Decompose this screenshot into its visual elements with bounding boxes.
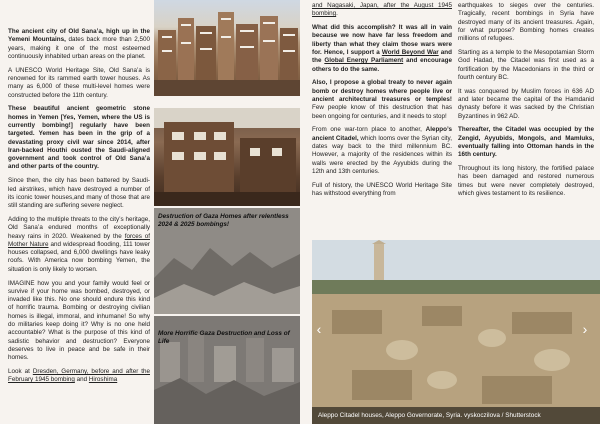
global-energy-parliament-link[interactable]: Global Energy Parliament xyxy=(324,57,404,65)
gaza-caption-2: More Horrific Gaza Destruction and Loss of Life xyxy=(158,330,290,345)
yemen-tower-house-photo xyxy=(154,108,300,206)
left-paragraph-6: IMAGINE how you and your family would feel or survive if your home was bombed, destroyed, or invaded like this. No one should endure this kind of horrific trauma. Bombing or destroying civilian homes is illegal, immoral, and inhumane! So why do militaries keep doing it? Why is no one held accountable? What is the purpose of this kind of sadistic behavior and destruction? Everyone deserves to live in peace and be safe in their homes. xyxy=(8,279,150,362)
middle-paragraph-3: Also, I propose a global treaty to never again bomb or destroy homes where people live or ancient architectural treasures or temples! Few people know of this destruction that has been ongoing for centuries, and it needs to stop! xyxy=(312,79,452,120)
aleppo-illustration xyxy=(312,240,600,424)
right-paragraph-3: It was conquered by Muslim forces in 636 AD and later became the capital of the Hamdanid dynasty before it was sacked by the Christian Byzantines in 962 AD. xyxy=(458,87,594,120)
left-paragraph-5: Adding to the multiple threats to the city’s heritage, Old Sana’a endured months of exceptionally heavy rains in 2020. Weakened by the forces of Mother Nature and widespread flooding, 111 tower houses collapsed, and 6,000 dwellings have leaky roofs. With America now bombing Yemen, the situation is only likely to worsen. xyxy=(8,215,150,273)
left-paragraph-7: Look at Dresden, Germany, before and after the February 1945 bombing and Hiroshima xyxy=(8,367,150,384)
right-paragraph-2: Starting as a temple to the Mesopotamian Storm God Hadad, the Citadel was first used as a fortification by the Macedonians in the third or fourth century BC. xyxy=(458,48,594,81)
gaza-caption-1: Destruction of Gaza Homes after relentless 2024 & 2025 bombings! xyxy=(158,213,289,228)
dresden-link[interactable]: Dresden, Germany, before and after the February 1945 bombing xyxy=(8,367,150,384)
middle-paragraph-4: From one war-torn place to another, Aleppo’s ancient Citadel, which looms over the Syrian city, dates way back to the third millennium BC. However, a majority of the residences within its walls were erected by the Ayyubids during the 12th and 13th centuries. xyxy=(312,126,452,175)
right-text-column xyxy=(458,0,594,204)
world-beyond-war-link[interactable]: World Beyond War xyxy=(381,48,439,56)
aleppo-caption: Aleppo Citadel houses, Aleppo Governorate, Syria. vyskoczilova / Shutterstock xyxy=(312,407,600,424)
right-paragraph-4: Thereafter, the Citadel was occupied by the Zengid, Ayyubids, Mongols, and Mamluks, eventually falling into Ottoman hands in the 16th century. xyxy=(458,126,594,159)
middle-paragraph-1: and Nagasaki, Japan, after the August 1945 bombing. xyxy=(312,2,452,18)
left-text-column xyxy=(8,0,150,390)
hiroshima-link[interactable]: Hiroshima xyxy=(88,376,118,384)
aleppo-citadel-slider[interactable] xyxy=(312,240,600,424)
left-paragraph-4: Since then, the city has been battered by Saudi-led airstrikes, which have destroyed a number of its iconic tower houses,and many of those that are still standing are suffering severe neglect. xyxy=(8,177,150,210)
middle-paragraph-2: What did this accomplish? It was all in vain because we now have far less freedom and liberty than what they claim those wars were for. Hence, I support a World Beyond War and the Global Energy Parliament and encourage others to do the same. xyxy=(312,24,453,73)
tower-house-illustration xyxy=(154,108,300,206)
left-paragraph-3: These beautiful ancient geometric stone homes in Yemen [Yes, Yemen, where the US is currently bombing!] regularly have been targeted. Yemen has been in the grip of a devastating proxy civil war since 2014, after Iran-backed Houthi ousted the Saudi-aligned government and took control of Old Sana’a and other parts of the country. xyxy=(8,105,150,171)
right-paragraph-5: Throughout its long history, the fortified palace has been damaged and restored numerous times but were never completely destroyed, which gives testament to its resilience. xyxy=(458,165,594,197)
middle-paragraph-5: Full of history, the UNESCO World Heritage Site has withstood everything from xyxy=(312,181,452,197)
mother-nature-link[interactable]: forces of Mother Nature xyxy=(8,232,150,248)
slider-prev-arrow-icon[interactable]: ‹ xyxy=(316,321,322,337)
right-paragraph-1: earthquakes to sieges over the centuries. Tragically, recent bombings in Syria have destroyed many of its ancient treasures. Again, for what purpose? Bombing homes creates millions of refugees. xyxy=(458,2,594,43)
yemen-old-sanaa-photo xyxy=(154,0,300,96)
yemen-city-illustration xyxy=(154,0,300,96)
middle-text-column xyxy=(312,0,452,204)
left-paragraph-2: A UNESCO World Heritage Site, Old Sana’a is renowned for its rammed earth tower houses. As many as 6,000 of these multi-level homes were constructed before the 11th century. xyxy=(8,66,150,99)
left-paragraph-1: The ancient city of Old Sana’a, high up in the Yemeni Mountains, dates back more than 2,500 years, making it one of the most esteemed continuously inhabited urban areas on the planet. xyxy=(8,28,150,60)
slider-next-arrow-icon[interactable]: › xyxy=(582,321,588,337)
nagasaki-link[interactable]: and Nagasaki, Japan, after the August 1945 bombing xyxy=(312,2,452,18)
